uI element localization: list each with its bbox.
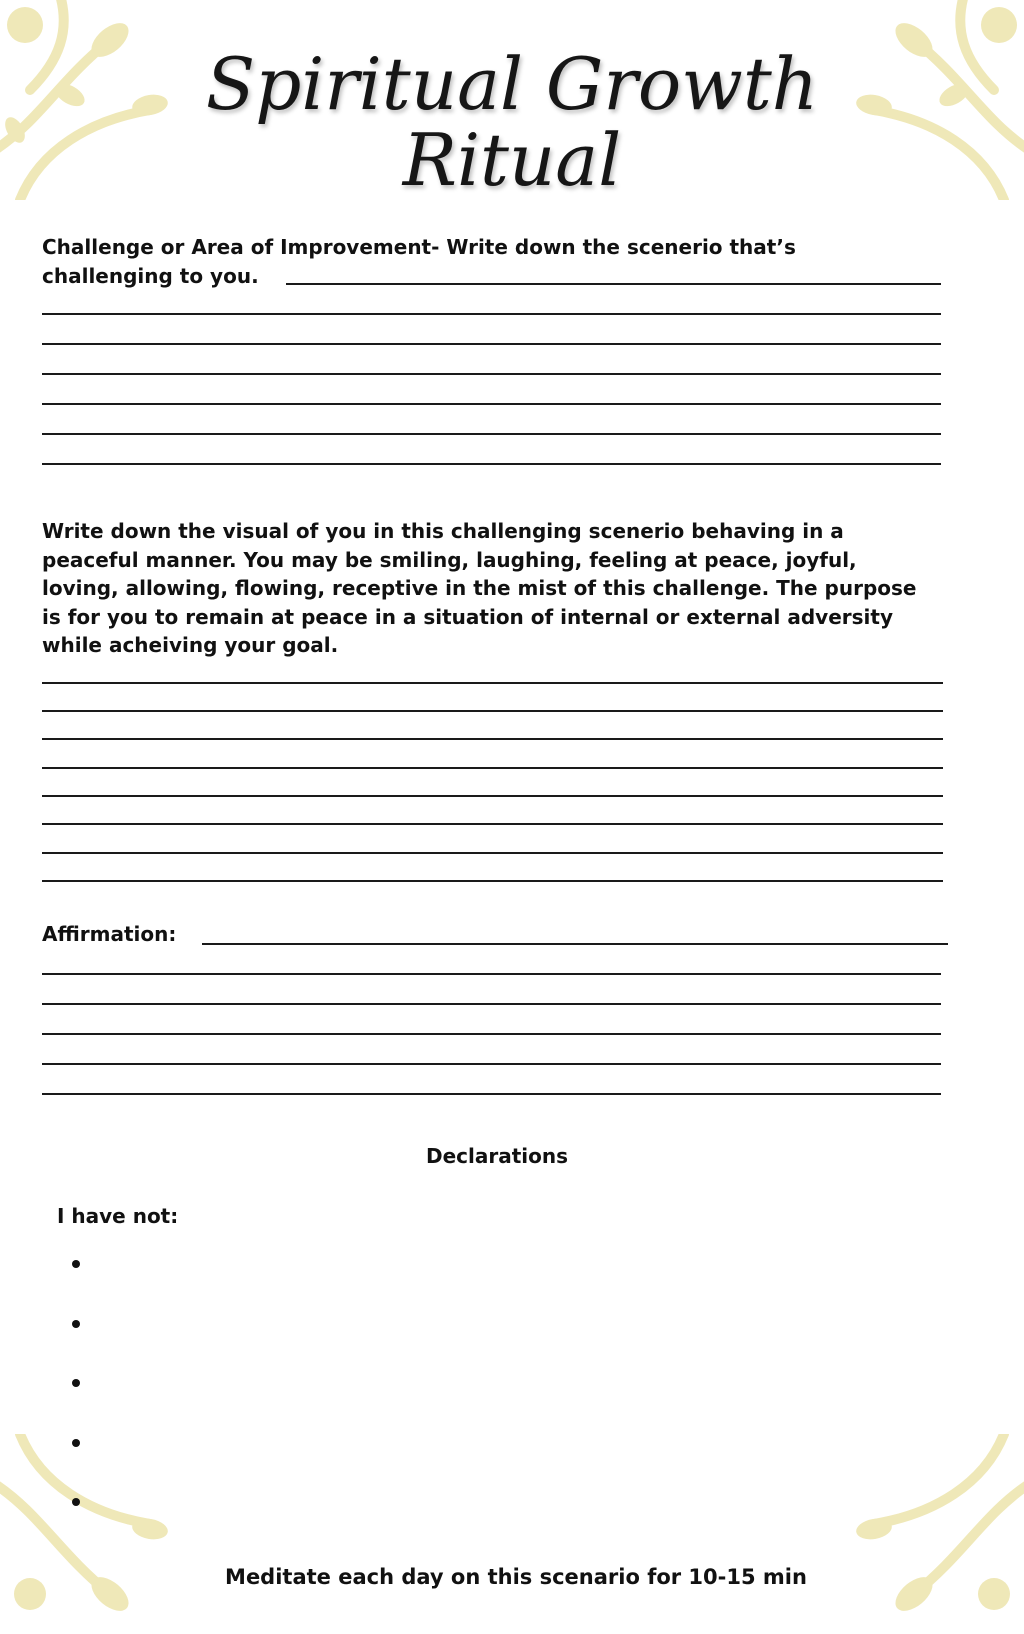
affirmation-write-line[interactable] [42,1033,941,1035]
challenge-prompt-line-1: Challenge or Area of Improvement- Write down the scenerio that’s [42,235,796,259]
visual-write-line[interactable] [42,767,943,769]
challenge-write-line[interactable] [42,403,941,405]
challenge-prompt-line-2: challenging to you. [42,264,259,288]
declarations-heading: Declarations [425,1144,569,1168]
floral-corner-bottom-right [854,1434,1024,1634]
visual-write-line[interactable] [42,682,943,684]
footer-instruction: Meditate each day on this scenario for 10-15 min [225,1565,807,1589]
visual-prompt-line: Write down the visual of you in this challenging scenerio behaving in a [42,519,844,543]
challenge-write-line[interactable] [42,373,941,375]
declarations-subheading: I have not: [57,1204,179,1228]
page-title [0,42,1024,202]
visual-write-line[interactable] [42,852,943,854]
visual-prompt-line: while acheiving your goal. [42,633,339,657]
visual-write-line[interactable] [42,795,943,797]
visual-write-line[interactable] [42,823,943,825]
challenge-write-line[interactable] [42,463,941,465]
challenge-write-line[interactable] [286,283,941,285]
visual-write-line[interactable] [42,738,943,740]
affirmation-write-line[interactable] [42,973,941,975]
affirmation-write-line[interactable] [42,1093,941,1095]
affirmation-write-line[interactable] [42,1003,941,1005]
visual-prompt-line: peaceful manner. You may be smiling, laughing, feeling at peace, joyful, [42,547,857,572]
affirmation-write-line[interactable] [42,1063,941,1065]
affirmation-write-line[interactable] [202,943,948,945]
visual-write-line[interactable] [42,710,943,712]
challenge-write-line[interactable] [42,433,941,435]
floral-corner-bottom-left [0,1434,170,1634]
affirmation-label: Affirmation: [42,922,177,946]
visual-write-line[interactable] [42,880,943,882]
challenge-write-line[interactable] [42,313,941,315]
challenge-write-line[interactable] [42,343,941,345]
visual-prompt-line: loving, allowing, flowing, receptive in the mist of this challenge. The purpose [42,576,917,600]
visual-prompt-line: is for you to remain at peace in a situation of internal or external adversity [42,604,894,629]
title-line-2: Ritual [402,118,622,202]
title-line-1: Spiritual Growth [205,42,819,126]
